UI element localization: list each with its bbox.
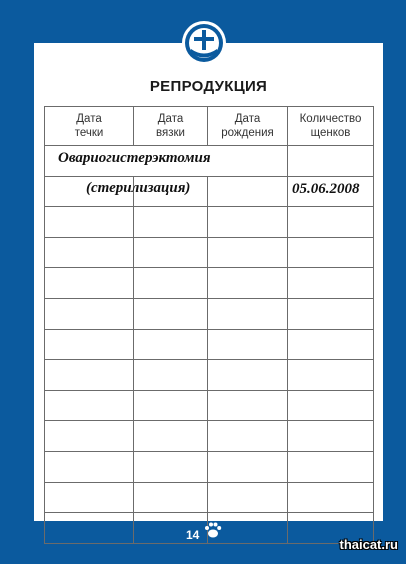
table-cell [134,482,208,513]
table-row [45,482,374,513]
entry-procedure-note: (стерилизация) [86,180,191,196]
table-row [45,451,374,482]
table-cell [134,451,208,482]
page-title: РЕПРОДУКЦИЯ [149,78,268,95]
table-cell [288,390,374,421]
table-cell [134,390,208,421]
column-header-birth-date: Дата рождения [208,107,288,146]
table-cell [134,207,208,238]
table-cell [288,298,374,329]
table-cell [45,482,134,513]
entry-procedure: Овариогистерэктомия [58,150,211,166]
table-cell [208,176,288,207]
table-row [45,390,374,421]
vet-logo-icon [181,20,227,66]
table-cell [288,237,374,268]
table-cell [288,207,374,238]
table-cell [208,329,288,360]
table-cell [45,268,134,299]
table-cell [45,237,134,268]
table-row [45,207,374,238]
table-cell [134,421,208,452]
table-cell [288,329,374,360]
table-cell [45,451,134,482]
table-cell [45,421,134,452]
reproduction-table [44,106,374,544]
table-cell [288,421,374,452]
table-row [45,268,374,299]
table-cell [288,360,374,391]
table-cell [208,390,288,421]
table-cell [288,146,374,177]
table-cell [288,451,374,482]
table-cell [208,237,288,268]
table-row [45,298,374,329]
table-cell [208,207,288,238]
column-header-heat-date: Дата течки [45,107,134,146]
table-cell [134,237,208,268]
table-cell [45,360,134,391]
table-cell [134,329,208,360]
table-row [45,329,374,360]
table-cell [208,451,288,482]
table-row [45,421,374,452]
table-cell [288,268,374,299]
table-cell [45,390,134,421]
column-header-mating-date: Дата вязки [134,107,208,146]
table-cell [208,360,288,391]
table-cell [45,329,134,360]
table-cell [208,482,288,513]
table-row [45,237,374,268]
table-cell [208,268,288,299]
table-row [45,360,374,391]
table-cell [134,360,208,391]
table-cell [208,298,288,329]
column-header-kitten-count: Количество щенков [288,107,374,146]
page-number: 14 [186,528,200,542]
table-cell [45,207,134,238]
table-cell [208,421,288,452]
watermark: thaicat.ru [339,537,398,552]
table-header-row [45,107,374,146]
table-cell [288,482,374,513]
paw-icon [203,520,223,540]
table-cell [45,513,134,544]
table-cell [134,298,208,329]
table-cell [45,298,134,329]
table-cell [134,268,208,299]
entry-date: 05.06.2008 [292,181,360,197]
